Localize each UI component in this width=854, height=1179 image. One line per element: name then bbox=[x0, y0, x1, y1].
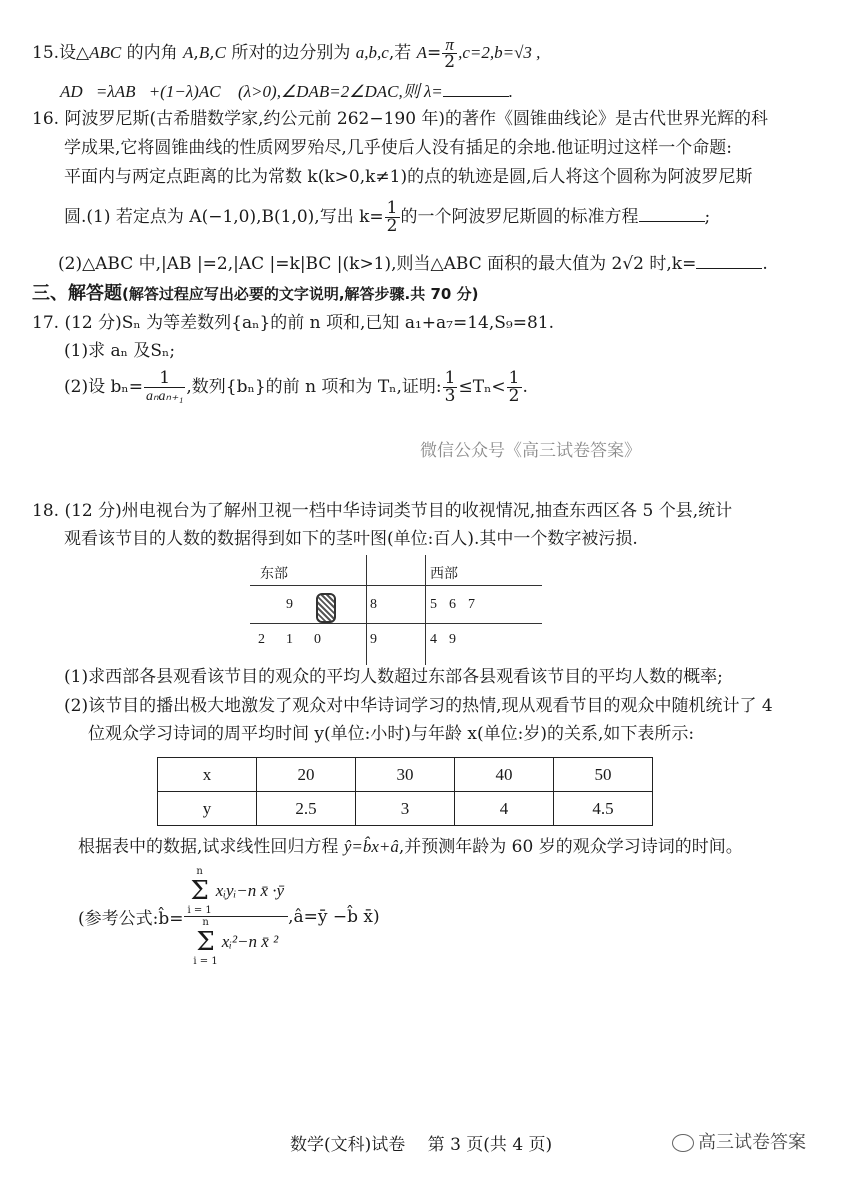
leaf: 4 bbox=[430, 632, 437, 647]
formula-numerator: xᵢyᵢ−n x̄ ·ȳ bbox=[215, 881, 285, 900]
west-label: 西部 bbox=[430, 567, 458, 582]
text: ≤Tₙ< bbox=[458, 377, 506, 397]
leaf: 5 bbox=[430, 597, 437, 612]
sum-symbol: Σ bbox=[190, 876, 209, 906]
q16-line5 bbox=[58, 252, 768, 275]
fraction-one-third bbox=[443, 370, 458, 405]
divider bbox=[366, 555, 367, 665]
table-cell: 30 bbox=[356, 758, 455, 792]
text: ,c=2,b=√3 , bbox=[458, 43, 541, 62]
formula-prefix: (参考公式:b̂= bbox=[78, 909, 184, 929]
numerator: π bbox=[442, 36, 457, 54]
formula-denominator: xᵢ²−n x̄ ² bbox=[221, 932, 279, 951]
leaf: 1 bbox=[286, 632, 293, 647]
section-note: (解答过程应写出必要的文字说明,解答步骤.共 70 分) bbox=[122, 285, 479, 303]
text: . bbox=[508, 82, 514, 101]
leaf: 9 bbox=[449, 632, 456, 647]
divider bbox=[425, 555, 426, 665]
text: AD⃗=λAB⃗+(1−λ)AC⃗ (λ>0),∠DAB=2∠DAC,则 λ= bbox=[60, 82, 443, 101]
denominator: 2 bbox=[444, 52, 456, 72]
wechat-icon bbox=[672, 1134, 694, 1152]
q18-part2-line3 bbox=[78, 836, 743, 858]
q16-line3: 平面内与两定点距离的比为常数 k(k>0,k≠1)的点的轨迹是圆,后人将这个圆称为阿波罗尼斯 bbox=[64, 167, 753, 187]
table-cell: 40 bbox=[455, 758, 554, 792]
fraction-pi-over-2 bbox=[442, 36, 457, 71]
sum-block bbox=[193, 917, 217, 967]
reference-formula bbox=[78, 866, 380, 967]
q15-line1 bbox=[32, 36, 540, 71]
table-cell: 2.5 bbox=[257, 792, 356, 826]
table-cell: x bbox=[158, 758, 257, 792]
answer-blank bbox=[696, 252, 762, 269]
leaf: 9 bbox=[286, 597, 293, 612]
text: (2)设 bₙ= bbox=[64, 377, 143, 397]
leaf: 6 bbox=[449, 597, 456, 612]
text: C bbox=[214, 43, 226, 62]
table-cell: 20 bbox=[257, 758, 356, 792]
smudged-digit bbox=[316, 593, 336, 623]
text: 15.设△ bbox=[32, 43, 90, 63]
denominator: 3 bbox=[444, 386, 456, 406]
sum-lower: i = 1 bbox=[187, 905, 212, 916]
stem: 9 bbox=[370, 632, 377, 647]
text: ,并预测年龄为 60 岁的观众学习诗词的时间。 bbox=[398, 837, 743, 857]
text: 圆.(1) 若定点为 A(−1,0),B(1,0),写出 k= bbox=[64, 207, 384, 227]
formula-suffix: ,â=ȳ −b̂ x̄) bbox=[288, 906, 380, 927]
text: A bbox=[183, 43, 194, 62]
text: 的内角 bbox=[121, 43, 184, 63]
sum-block bbox=[188, 866, 212, 916]
sum-lower: i = 1 bbox=[193, 956, 218, 967]
sum-upper: n bbox=[196, 866, 203, 877]
text: a,b,c bbox=[355, 43, 389, 62]
leaf: 2 bbox=[258, 632, 265, 647]
stem: 8 bbox=[370, 597, 377, 612]
watermark: 微信公众号《高三试卷答案》 bbox=[420, 441, 641, 461]
formula-denominator-row bbox=[189, 917, 282, 967]
divider bbox=[250, 585, 542, 586]
table-row bbox=[158, 792, 653, 826]
q16-line2: 学成果,它将圆锥曲线的性质网罗殆尽,几乎使后人没有插足的余地.他证明过这样一个命题: bbox=[64, 138, 732, 158]
denominator: aₙaₙ₊₁ bbox=[145, 389, 184, 404]
regression-equation: ŷ=b̂x+â bbox=[343, 837, 399, 856]
numerator: 1 bbox=[144, 370, 185, 388]
table-cell: 3 bbox=[356, 792, 455, 826]
table-cell: 50 bbox=[554, 758, 653, 792]
denominator: 2 bbox=[386, 216, 398, 236]
answer-blank bbox=[639, 205, 705, 222]
table-cell: 4 bbox=[455, 792, 554, 826]
text: , bbox=[209, 43, 215, 63]
q17-line1: 17. (12 分)Sₙ 为等差数列{aₙ}的前 n 项和,已知 a₁+a₇=14,S₉=81. bbox=[32, 313, 554, 333]
text: ABC bbox=[89, 43, 122, 62]
sum-upper: n bbox=[202, 917, 209, 928]
sum-symbol: Σ bbox=[196, 927, 215, 957]
brand-logo bbox=[672, 1132, 806, 1154]
page-footer: 数学(文科)试卷 第 3 页(共 4 页) bbox=[290, 1135, 553, 1155]
fraction-one-half bbox=[385, 200, 400, 235]
text: 根据表中的数据,试求线性回归方程 bbox=[78, 837, 344, 857]
numerator: 1 bbox=[386, 198, 398, 218]
q18-part2-line1: (2)该节目的播出极大地激发了观众对中华诗词学习的热情,现从观看节目的观众中随机统计了 4 bbox=[64, 696, 773, 716]
text: ,若 bbox=[388, 43, 417, 63]
text: B bbox=[198, 43, 210, 62]
q16-line4 bbox=[64, 200, 710, 235]
text: . bbox=[762, 254, 768, 274]
xy-table bbox=[157, 757, 653, 826]
q17-line3 bbox=[64, 370, 528, 405]
divider bbox=[250, 623, 542, 624]
section-3-heading bbox=[32, 283, 478, 305]
q16-line1: 16. 阿波罗尼斯(古希腊数学家,约公元前 262−190 年)的著作《圆锥曲线论》是古代世界光辉的科 bbox=[32, 109, 769, 129]
table-cell: 4.5 bbox=[554, 792, 653, 826]
q18-line1: 18. (12 分)州电视台为了解州卫视一档中华诗词类节目的收视情况,抽查东西区各 5 个县,统计 bbox=[32, 501, 733, 521]
text: ; bbox=[704, 207, 711, 227]
q18-part1: (1)求西部各县观看该节目的观众的平均人数超过东部各县观看该节目的平均人数的概率; bbox=[64, 667, 723, 687]
answer-blank bbox=[443, 80, 509, 97]
formula-numerator-row bbox=[184, 866, 289, 917]
numerator: 1 bbox=[444, 368, 456, 388]
q15-line2 bbox=[60, 80, 513, 103]
leaf: 0 bbox=[314, 632, 321, 647]
text: ,数列{bₙ}的前 n 项和为 Tₙ,证明: bbox=[186, 377, 442, 397]
fraction-one-half bbox=[507, 370, 522, 405]
q18-line2: 观看该节目的人数的数据得到如下的茎叶图(单位:百人).其中一个数字被污损. bbox=[64, 529, 638, 549]
text: (2)△ABC 中,|AB |=2,|AC |=k|BC |(k>1),则当△ABC 面积的最大值为 2√2 时,k= bbox=[58, 254, 697, 274]
table-cell: y bbox=[158, 792, 257, 826]
table-row bbox=[158, 758, 653, 792]
text: . bbox=[522, 377, 528, 397]
denominator: 2 bbox=[508, 386, 520, 406]
section-title: 三、解答题 bbox=[32, 283, 122, 304]
text: , bbox=[193, 43, 199, 63]
text: 的一个阿波罗尼斯圆的标准方程 bbox=[400, 207, 639, 227]
text: A bbox=[416, 43, 428, 62]
formula-fraction bbox=[184, 866, 289, 967]
stem-leaf-plot bbox=[250, 555, 542, 665]
numerator: 1 bbox=[508, 368, 520, 388]
leaf: 7 bbox=[468, 597, 475, 612]
text: = bbox=[427, 43, 442, 63]
east-label: 东部 bbox=[260, 567, 288, 582]
fraction-b-n bbox=[144, 370, 185, 405]
q17-line2: (1)求 aₙ 及Sₙ; bbox=[64, 341, 176, 361]
q18-part2-line2: 位观众学习诗词的周平均时间 y(单位:小时)与年龄 x(单位:岁)的关系,如下表所示: bbox=[88, 724, 695, 744]
brand-name: 高三试卷答案 bbox=[698, 1132, 806, 1153]
text: 所对的边分别为 bbox=[225, 43, 356, 63]
